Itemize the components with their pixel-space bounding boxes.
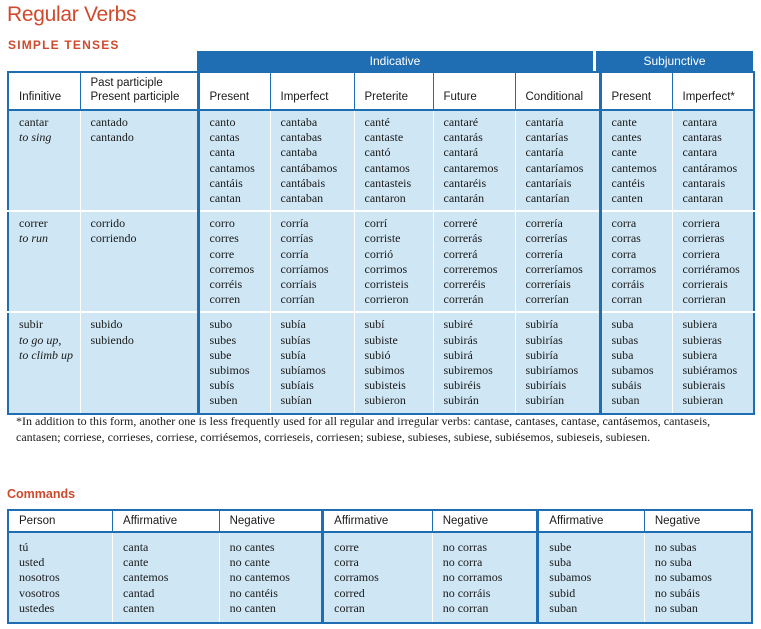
- conjugated-form: cantara: [682, 145, 718, 160]
- command-form: subamos: [549, 570, 592, 585]
- conjugated-form: cantabas: [280, 130, 322, 145]
- command-form: corramos: [334, 570, 379, 585]
- conjugated-form: canté: [364, 115, 390, 129]
- conjugated-form: subieran: [682, 393, 724, 408]
- conjugated-form: cantaste: [364, 130, 404, 145]
- conjugation-cell-subjunctive-imperfect: [672, 211, 754, 312]
- conjugated-form: cantamos: [209, 160, 255, 175]
- conjugated-form: cantes: [611, 130, 642, 145]
- verb-table-header-row: [8, 72, 754, 110]
- conjugated-form: corrimos: [364, 261, 408, 276]
- column-header-participles: [80, 72, 198, 110]
- conjugated-form: corríais: [280, 277, 317, 292]
- command-form: no cante: [229, 555, 270, 570]
- command-form: corred: [334, 585, 365, 600]
- conjugated-form: cantéis: [611, 175, 645, 190]
- conjugated-form: correríamos: [525, 261, 583, 276]
- column-header-subjunctive-present: Present: [600, 72, 672, 110]
- conjugated-form: canto: [209, 115, 236, 129]
- conjugated-form: corriera: [682, 216, 720, 231]
- conjugated-form: subíamos: [280, 363, 326, 378]
- command-form: cante: [123, 555, 149, 570]
- conjugated-form: corráis: [611, 277, 645, 292]
- conjugated-form: suba: [611, 317, 634, 332]
- conjugated-form: subiríais: [525, 378, 567, 393]
- conjugated-form: corre: [209, 246, 235, 261]
- conjugated-form: subiría: [525, 317, 559, 332]
- conjugated-form: correría: [525, 246, 563, 261]
- column-header-line: Present participle: [90, 91, 180, 103]
- person: usted: [19, 555, 45, 570]
- command-form: suban: [549, 600, 578, 615]
- participle: corrido: [90, 216, 126, 231]
- conjugated-form: cantaras: [682, 130, 722, 145]
- conjugated-form: cantarás: [443, 130, 483, 145]
- command-form: sube: [549, 540, 572, 554]
- command-form: no corramos: [442, 570, 503, 585]
- conjugated-form: subiera: [682, 347, 718, 362]
- conjugated-form: subirían: [525, 393, 565, 408]
- conjugated-form: cantaron: [364, 191, 406, 206]
- conjugated-form: cantemos: [611, 160, 657, 175]
- conjugated-form: corren: [209, 292, 241, 307]
- column-header-indicative-preterite: Preterite: [354, 72, 433, 110]
- conjugation-cell-subjunctive-imperfect: [672, 110, 754, 211]
- conjugation-cell-indicative-future: [433, 312, 515, 413]
- conjugated-form: subiréis: [443, 378, 481, 393]
- commands-header-row: [8, 510, 752, 532]
- conjugated-form: cantaba: [280, 145, 318, 160]
- command-form: cantemos: [123, 570, 169, 585]
- conjugated-form: cantarán: [443, 191, 485, 206]
- conjugated-form: corran: [611, 292, 643, 307]
- conjugated-form: corrieron: [364, 292, 409, 307]
- column-header-line: Past participle: [90, 77, 163, 89]
- commands-cell-correr-negative: [432, 532, 538, 623]
- page-title: Regular Verbs: [7, 3, 137, 26]
- conjugation-cell-subjunctive-present: [600, 312, 672, 413]
- conjugation-cell-indicative-imperfect: [270, 211, 354, 312]
- conjugated-form: correréis: [443, 277, 486, 292]
- conjugated-form: cantamos: [364, 160, 410, 175]
- conjugation-cell-subjunctive-present: [600, 110, 672, 211]
- command-form: no cantes: [229, 540, 275, 554]
- command-form: no cantéis: [229, 585, 278, 600]
- conjugated-form: cantaba: [280, 115, 318, 129]
- conjugation-cell-indicative-future: [433, 211, 515, 312]
- conjugated-form: cantaréis: [443, 175, 487, 190]
- commands-header-correr-affirmative: Affirmative: [323, 510, 433, 532]
- conjugated-form: cantábais: [280, 175, 326, 190]
- participles-cell: [80, 211, 198, 312]
- command-form: no subamos: [654, 570, 712, 585]
- conjugation-cell-indicative-preterite: [354, 312, 433, 413]
- conjugated-form: subo: [209, 317, 233, 332]
- column-header-indicative-conditional: Conditional: [515, 72, 600, 110]
- conjugation-cell-indicative-conditional: [515, 211, 600, 312]
- conjugated-form: sube: [209, 347, 232, 362]
- participle: cantado: [90, 115, 128, 129]
- commands-cell-subir-affirmative: [538, 532, 645, 623]
- command-form: no suba: [654, 555, 692, 570]
- commands-body-row: [8, 532, 752, 623]
- indicative-group-header: Indicative: [197, 51, 593, 71]
- command-form: no corran: [442, 600, 489, 615]
- conjugated-form: suban: [611, 393, 640, 408]
- conjugation-cell-subjunctive-imperfect: [672, 312, 754, 413]
- conjugated-form: corrí: [364, 216, 388, 231]
- conjugated-form: cantará: [443, 145, 479, 160]
- commands-cell-cantar-negative: [219, 532, 323, 623]
- conjugated-form: corriera: [682, 246, 720, 261]
- conjugated-form: subiríamos: [525, 363, 579, 378]
- verb-row-cantar: [8, 110, 754, 211]
- english-meaning: to climb up: [19, 347, 73, 362]
- conjugated-form: cantas: [209, 130, 240, 145]
- conjugated-form: cantábamos: [280, 160, 338, 175]
- verb-row-subir: [8, 312, 754, 413]
- conjugated-form: corrió: [364, 246, 394, 261]
- conjugated-form: cantáramos: [682, 160, 738, 175]
- conjugated-form: cantara: [682, 115, 718, 129]
- conjugation-cell-indicative-conditional: [515, 312, 600, 413]
- conjugated-form: cantó: [364, 145, 391, 160]
- conjugated-form: subiré: [443, 317, 473, 332]
- conjugation-cell-indicative-imperfect: [270, 110, 354, 211]
- conjugated-form: cantaríamos: [525, 160, 584, 175]
- conjugated-form: canten: [611, 191, 643, 206]
- conjugated-form: subamos: [611, 363, 654, 378]
- subjunctive-group-header: Subjunctive: [596, 51, 753, 71]
- participle: subido: [90, 317, 123, 332]
- conjugated-form: corría: [280, 246, 309, 261]
- conjugated-form: subirán: [443, 393, 479, 408]
- command-form: no subáis: [654, 585, 700, 600]
- conjugated-form: cante: [611, 145, 637, 160]
- conjugated-form: correrás: [443, 231, 483, 246]
- conjugated-form: corramos: [611, 261, 657, 276]
- conjugated-form: cantarías: [525, 130, 569, 145]
- conjugated-form: subieron: [364, 393, 406, 408]
- command-form: no suban: [654, 600, 698, 615]
- command-form: suba: [549, 555, 572, 570]
- conjugated-form: subía: [280, 347, 306, 362]
- english-meaning: to sing: [19, 130, 52, 145]
- person: vosotros: [19, 585, 60, 600]
- conjugated-form: corriste: [364, 231, 401, 246]
- command-form: subid: [549, 585, 576, 600]
- conjugated-form: cantarais: [682, 175, 726, 190]
- imperfect-subjunctive-footnote: *In addition to this form, another one is less frequently used for all regular and irregular verbs: cantase, cantases, cantase, cantásemos, cantaseis, cantasen; corriese, corrieses, corriese, corriésemos, corrieseis, corriesen; subiese, subieses, subiese, subiésemos, subieseis, subiesen.: [16, 414, 711, 444]
- commands-header-subir-negative: Negative: [644, 510, 752, 532]
- conjugated-form: correrá: [443, 246, 478, 261]
- infinitive: correr: [19, 216, 48, 231]
- command-form: canta: [123, 540, 149, 554]
- conjugated-form: corréis: [209, 277, 243, 292]
- conjugation-cell-indicative-future: [433, 110, 515, 211]
- person: tú: [19, 540, 29, 554]
- conjugated-form: suba: [611, 347, 634, 362]
- conjugated-form: cante: [611, 115, 637, 129]
- conjugated-form: cantan: [209, 191, 241, 206]
- command-form: no cantemos: [229, 570, 290, 585]
- command-form: no corra: [442, 555, 483, 570]
- commands-table: [7, 509, 753, 624]
- conjugated-form: subimos: [209, 363, 250, 378]
- commands-cell-correr-affirmative: [323, 532, 433, 623]
- conjugated-form: cantaré: [443, 115, 479, 129]
- commands-cell-subir-negative: [644, 532, 752, 623]
- conjugation-cell-indicative-imperfect: [270, 312, 354, 413]
- verb-table-body: [8, 110, 754, 414]
- conjugated-form: corrieras: [682, 231, 725, 246]
- conjugated-form: subió: [364, 347, 391, 362]
- commands-header-person: Person: [8, 510, 113, 532]
- conjugated-form: cantáis: [209, 175, 243, 190]
- commands-cell-cantar-affirmative: [113, 532, 220, 623]
- conjugated-form: corro: [209, 216, 235, 231]
- conjugated-form: subía: [280, 317, 306, 332]
- participle: corriendo: [90, 231, 137, 246]
- column-header-indicative-imperfect: Imperfect: [270, 72, 354, 110]
- command-form: cantad: [123, 585, 155, 600]
- conjugated-form: subimos: [364, 363, 405, 378]
- command-form: corre: [334, 540, 359, 554]
- conjugated-form: subiera: [682, 317, 718, 332]
- participle: cantando: [90, 130, 134, 145]
- command-form: corran: [334, 600, 365, 615]
- conjugated-form: subieras: [682, 332, 722, 347]
- verb-conjugation-table: [7, 71, 755, 415]
- conjugation-cell-indicative-present: [198, 312, 270, 413]
- conjugated-form: subirías: [525, 332, 563, 347]
- conjugated-form: suben: [209, 393, 238, 408]
- participles-cell: [80, 110, 198, 211]
- commands-header-correr-negative: Negative: [432, 510, 538, 532]
- column-header-indicative-present: Present: [198, 72, 270, 110]
- conjugated-form: subí: [364, 317, 385, 332]
- conjugated-form: corra: [611, 216, 637, 231]
- conjugated-form: corra: [611, 246, 637, 261]
- conjugated-form: subías: [280, 332, 311, 347]
- conjugated-form: corremos: [209, 261, 255, 276]
- conjugated-form: cantaría: [525, 145, 564, 160]
- person: ustedes: [19, 600, 55, 615]
- english-meaning: to run: [19, 231, 49, 246]
- conjugated-form: correría: [525, 216, 563, 231]
- conjugated-form: subíais: [280, 378, 314, 393]
- conjugated-form: subían: [280, 393, 312, 408]
- conjugation-cell-indicative-present: [198, 110, 270, 211]
- conjugated-form: correrán: [443, 292, 484, 307]
- conjugated-form: correrías: [525, 231, 568, 246]
- conjugated-form: corriéramos: [682, 261, 740, 276]
- column-header-infinitive: Infinitive: [8, 72, 80, 110]
- command-form: canten: [123, 600, 155, 615]
- command-form: no corráis: [442, 585, 491, 600]
- commands-header-cantar-affirmative: Affirmative: [113, 510, 220, 532]
- conjugated-form: subisteis: [364, 378, 406, 393]
- conjugation-cell-indicative-conditional: [515, 110, 600, 211]
- command-form: no canten: [229, 600, 276, 615]
- conjugated-form: corristeis: [364, 277, 409, 292]
- conjugated-form: subirás: [443, 332, 478, 347]
- conjugated-form: correrían: [525, 292, 569, 307]
- english-meaning: to go up,: [19, 332, 62, 347]
- conjugated-form: corrías: [280, 231, 314, 246]
- conjugation-cell-indicative-preterite: [354, 110, 433, 211]
- conjugated-form: subiría: [525, 347, 559, 362]
- commands-title: Commands: [7, 487, 76, 501]
- column-header-subjunctive-imperfect: Imperfect*: [672, 72, 754, 110]
- conjugated-form: corrierais: [682, 277, 728, 292]
- conjugation-cell-indicative-present: [198, 211, 270, 312]
- conjugated-form: corras: [611, 231, 641, 246]
- conjugated-form: cantaremos: [443, 160, 499, 175]
- conjugated-form: cantasteis: [364, 175, 412, 190]
- participles-cell: [80, 312, 198, 413]
- conjugated-form: cantaban: [280, 191, 324, 206]
- verb-row-correr: [8, 211, 754, 312]
- conjugated-form: subierais: [682, 378, 726, 393]
- conjugated-form: corría: [280, 216, 309, 231]
- conjugated-form: corríamos: [280, 261, 329, 276]
- commands-header-subir-affirmative: Affirmative: [538, 510, 645, 532]
- infinitive-cell: [8, 312, 80, 413]
- conjugated-form: corrían: [280, 292, 315, 307]
- conjugation-cell-indicative-preterite: [354, 211, 433, 312]
- conjugated-form: cantaríais: [525, 175, 572, 190]
- infinitive-cell: [8, 211, 80, 312]
- page-subtitle: SIMPLE TENSES: [8, 38, 120, 52]
- conjugated-form: cantarían: [525, 191, 570, 206]
- participle: subiendo: [90, 332, 134, 347]
- command-form: no subas: [654, 540, 697, 554]
- conjugated-form: cantaran: [682, 191, 724, 206]
- person: nosotros: [19, 570, 60, 585]
- conjugation-cell-subjunctive-present: [600, 211, 672, 312]
- conjugated-form: correremos: [443, 261, 498, 276]
- conjugated-form: subiste: [364, 332, 398, 347]
- conjugated-form: cantaría: [525, 115, 564, 129]
- conjugated-form: corrieran: [682, 292, 726, 307]
- infinitive: cantar: [19, 115, 49, 129]
- conjugated-form: subiéramos: [682, 363, 738, 378]
- conjugated-form: canta: [209, 145, 235, 160]
- infinitive: subir: [19, 317, 43, 332]
- conjugated-form: subís: [209, 378, 235, 393]
- conjugated-form: subirá: [443, 347, 473, 362]
- column-header-indicative-future: Future: [433, 72, 515, 110]
- conjugated-form: correré: [443, 216, 478, 231]
- commands-header-cantar-negative: Negative: [219, 510, 323, 532]
- conjugated-form: subes: [209, 332, 237, 347]
- conjugated-form: corres: [209, 231, 239, 246]
- infinitive-cell: [8, 110, 80, 211]
- conjugated-form: correríais: [525, 277, 571, 292]
- command-form: no corras: [442, 540, 488, 554]
- persons-cell: [8, 532, 113, 623]
- conjugated-form: subáis: [611, 378, 642, 393]
- command-form: corra: [334, 555, 359, 570]
- conjugated-form: subiremos: [443, 363, 493, 378]
- conjugated-form: subas: [611, 332, 639, 347]
